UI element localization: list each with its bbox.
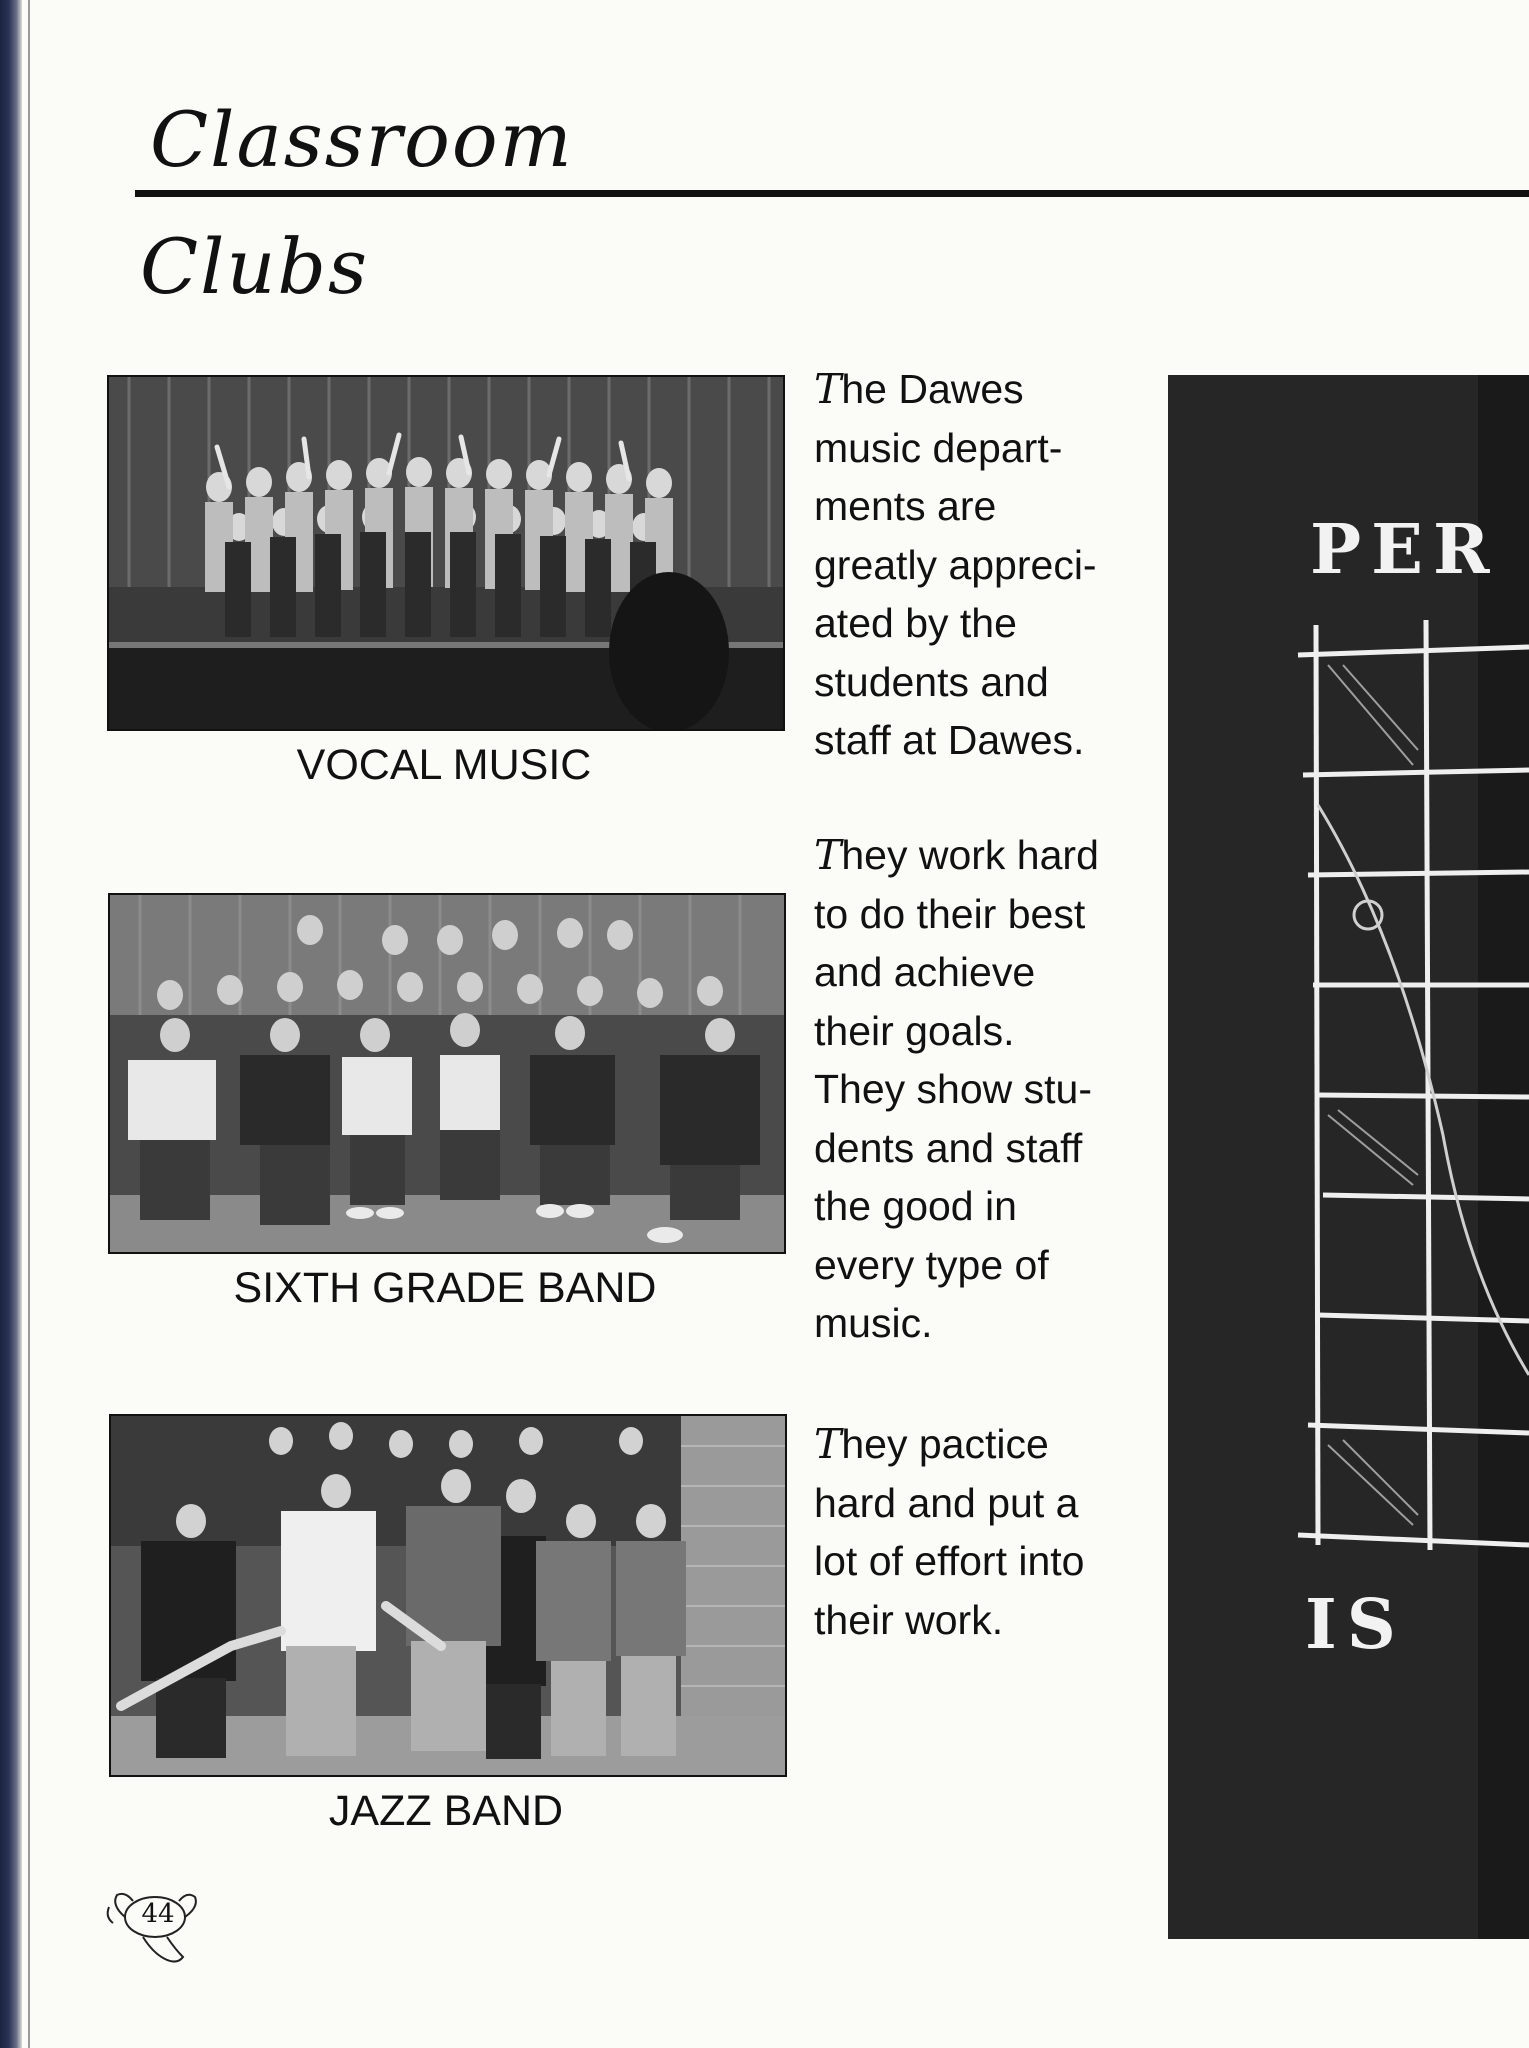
paragraph-line: every type of <box>814 1241 1049 1288</box>
paragraph-line: They show stu- <box>814 1066 1092 1112</box>
paragraph-line: music. <box>814 1300 933 1346</box>
paragraph-practice <box>814 1415 1159 1649</box>
paragraph-line: lot of effort into <box>814 1538 1085 1584</box>
sixth-grade-band-caption: SIXTH GRADE BAND <box>233 1264 657 1312</box>
paragraph-work-hard <box>814 826 1159 1353</box>
paragraph-line: their goals. <box>814 1007 1015 1054</box>
page-number: 44 <box>141 1899 175 1929</box>
tshirt-word-bottom: IS <box>1305 1585 1406 1665</box>
paragraph-line: hard and put a <box>814 1479 1079 1526</box>
paragraph-line: students and <box>814 658 1049 705</box>
tshirt-graphic-photo <box>1168 375 1529 1939</box>
paragraph-line: dents and staff <box>814 1124 1083 1171</box>
tshirt-word-top: PER <box>1310 510 1500 590</box>
paragraph-line: ments are <box>814 483 997 529</box>
paragraph-line: They work hard <box>814 831 1099 879</box>
paragraph-line: and achieve <box>814 949 1036 995</box>
paragraph-line: to do their best <box>814 890 1086 937</box>
paragraph-line: the good in <box>814 1183 1017 1229</box>
drop-initial: T <box>814 1420 842 1468</box>
vocal-music-caption: VOCAL MUSIC <box>296 741 592 789</box>
paragraph-music-appreciation <box>814 360 1159 770</box>
title-rule <box>135 190 1529 197</box>
sixth-grade-band-photo <box>108 893 786 1254</box>
page-title-line-2: Clubs <box>140 222 370 311</box>
drop-initial: T <box>814 831 842 879</box>
paragraph-line: staff at Dawes. <box>814 717 1085 763</box>
page-title-line-1: Classroom <box>150 95 574 184</box>
binding-fold-line <box>28 0 30 2048</box>
paragraph-line: ated by the <box>814 600 1017 646</box>
jazz-band-caption: JAZZ BAND <box>328 1787 564 1835</box>
paragraph-line: The Dawes <box>814 365 1024 413</box>
paragraph-line: greatly appreci- <box>814 541 1097 588</box>
paragraph-line: music depart- <box>814 424 1063 471</box>
paragraph-line: their work. <box>814 1596 1004 1643</box>
book-binding-edge <box>0 0 22 2048</box>
vocal-music-photo <box>107 375 785 731</box>
paragraph-line: They pactice <box>814 1420 1049 1468</box>
drop-initial: T <box>814 365 842 413</box>
jazz-band-photo <box>109 1414 787 1777</box>
